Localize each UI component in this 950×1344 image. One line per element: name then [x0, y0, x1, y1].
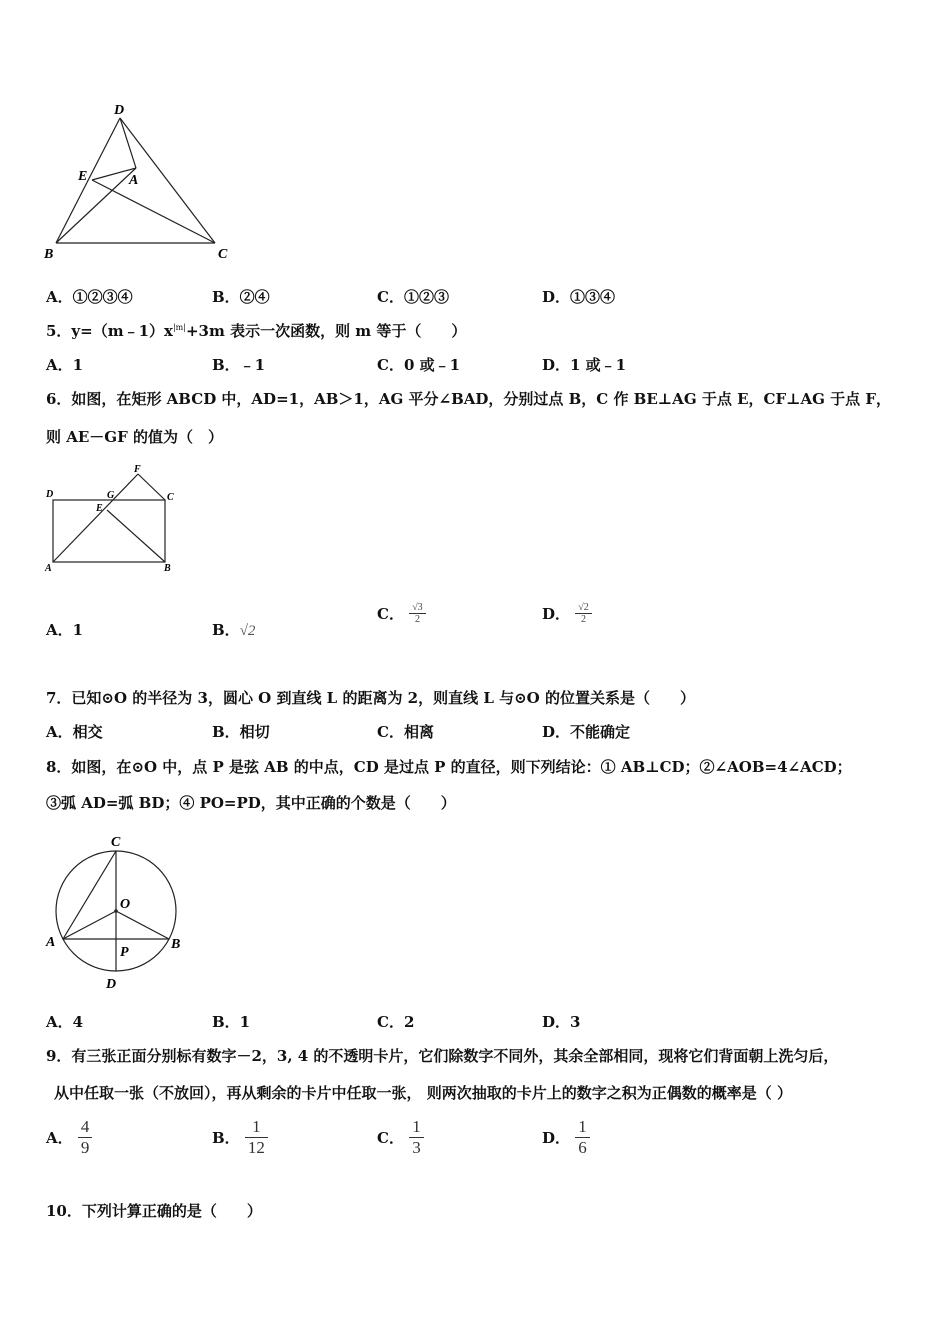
q6-option-b: [212, 619, 255, 640]
q4-option-c: C．①②③: [377, 288, 449, 306]
q5-option-b: B．﹣1: [212, 356, 266, 374]
q9-option-d-denominator: 6: [578, 1138, 587, 1157]
q5-stem: [46, 320, 466, 341]
q5-text-after: +3m 表示一次函数，则 m 等于（ ）: [185, 322, 467, 340]
q9-stem-line2: 从中任取一张（不放回），再从剩余的卡片中任取一张， 则两次抽取的卡片上的数字之积为正偶数的概率是（ ）: [54, 1084, 792, 1102]
label-F: F: [134, 464, 141, 475]
q6-option-c: [377, 602, 426, 625]
q6-option-d: [542, 602, 592, 625]
q8-option-b: B．1: [212, 1013, 251, 1031]
q8-option-c: C．2: [377, 1013, 415, 1031]
label-C: C: [218, 247, 228, 262]
q6-option-c-denominator: 2: [414, 614, 420, 625]
label-P: P: [120, 945, 129, 960]
q9-option-c-prefix: C．: [377, 1129, 404, 1147]
q5-option-a: A．1: [46, 356, 84, 374]
q6-option-c-prefix: C．: [377, 605, 404, 623]
label-A: A: [129, 173, 139, 188]
q5-exponent: |m|: [172, 323, 186, 332]
label-B: B: [164, 563, 171, 574]
q5-option-c: C．0 或﹣1: [377, 356, 461, 374]
q6-option-d-numerator: √2: [575, 602, 592, 614]
q9-option-d: [542, 1117, 590, 1158]
q8-stem-line2: ③弧 AD=弧 BD；④ PO=PD，其中正确的个数是（ ）: [46, 794, 456, 812]
label-D: D: [46, 489, 54, 500]
q9-option-d-fraction: [575, 1117, 590, 1158]
q9-option-b-fraction: [245, 1117, 268, 1158]
q9-option-a-denominator: 9: [80, 1138, 90, 1157]
q4-option-d: D．①③④: [542, 288, 616, 306]
q7-option-a: A．相交: [46, 723, 103, 741]
label-C: C: [167, 492, 174, 503]
label-O: O: [120, 897, 131, 912]
q4-option-a: A．①②③④: [46, 288, 133, 306]
q7-option-c: C．相离: [377, 723, 434, 741]
label-G: G: [107, 490, 115, 501]
label-E: E: [96, 503, 103, 514]
figure-q4-triangle: [40, 100, 240, 270]
q6-stem-line1: 6．如图，在矩形 ABCD 中，AD=1，AB＞1，AG 平分∠BAD，分别过点 B，C 作 BE⊥AG 于点 E，CF⊥AG 于点 F，: [46, 390, 892, 408]
figure-q8-circle: [40, 828, 190, 993]
q9-option-d-prefix: D．: [542, 1129, 571, 1147]
label-B: B: [171, 937, 181, 952]
q6-option-d-fraction: [575, 602, 592, 625]
q6-option-c-numerator: √3: [409, 602, 426, 614]
label-A: A: [45, 563, 52, 574]
q5-option-d: D．1 或﹣1: [542, 356, 627, 374]
q9-option-d-numerator: 1: [575, 1117, 590, 1138]
q8-option-d: D．3: [542, 1013, 581, 1031]
q7-option-d: D．不能确定: [542, 723, 631, 741]
q9-option-b-numerator: 1: [245, 1117, 268, 1138]
q9-option-a-numerator: 4: [78, 1117, 93, 1138]
label-C: C: [111, 835, 121, 850]
label-D: D: [114, 103, 125, 118]
q8-option-a: A．4: [46, 1013, 84, 1031]
label-D: D: [106, 977, 117, 992]
q9-option-c: [377, 1117, 424, 1158]
q9-option-a-fraction: [78, 1117, 93, 1158]
q9-option-c-fraction: [409, 1117, 424, 1158]
q4-option-b: B．②④: [212, 288, 270, 306]
q9-option-b-denominator: 12: [247, 1138, 265, 1157]
q6-option-d-denominator: 2: [581, 614, 586, 625]
label-A: A: [46, 935, 56, 950]
q10-stem: 10．下列计算正确的是（ ）: [46, 1202, 262, 1220]
q9-stem-line1: 9．有三张正面分别标有数字－2，3, 4 的不透明卡片，它们除数字不同外，其余全部相同，现将它们背面朝上洗匀后，: [46, 1047, 839, 1065]
q7-option-b: B．相切: [212, 723, 270, 741]
q9-option-c-denominator: 3: [412, 1138, 421, 1157]
q6-option-b-prefix: B．: [212, 621, 240, 639]
q6-option-a: A．1: [46, 621, 84, 639]
label-B: B: [44, 247, 54, 262]
q7-stem: 7．已知⊙O 的半径为 3，圆心 O 到直线 L 的距离为 2，则直线 L 与⊙O 的位置关系是（ ）: [46, 689, 695, 707]
q9-option-b-prefix: B．: [212, 1129, 240, 1147]
q9-option-c-numerator: 1: [409, 1117, 424, 1138]
q9-option-a-prefix: A．: [46, 1129, 73, 1147]
label-E: E: [78, 169, 88, 184]
figure-q6-rectangle: [40, 460, 190, 578]
q6-stem-line2: 则 AE－GF 的值为（ ）: [46, 428, 223, 446]
q6-option-d-prefix: D．: [542, 605, 571, 623]
q8-stem-line1: 8．如图，在⊙O 中，点 P 是弦 AB 的中点，CD 是过点 P 的直径，则下列结论：① AB⊥CD；②∠AOB=4∠ACD；: [46, 758, 852, 776]
q9-option-a: [46, 1117, 92, 1158]
q6-option-c-fraction: [409, 602, 426, 625]
q5-text-before: 5．y=（m﹣1）x: [46, 322, 173, 340]
q9-option-b: [212, 1117, 268, 1158]
q6-option-b-value: √2: [239, 623, 256, 639]
